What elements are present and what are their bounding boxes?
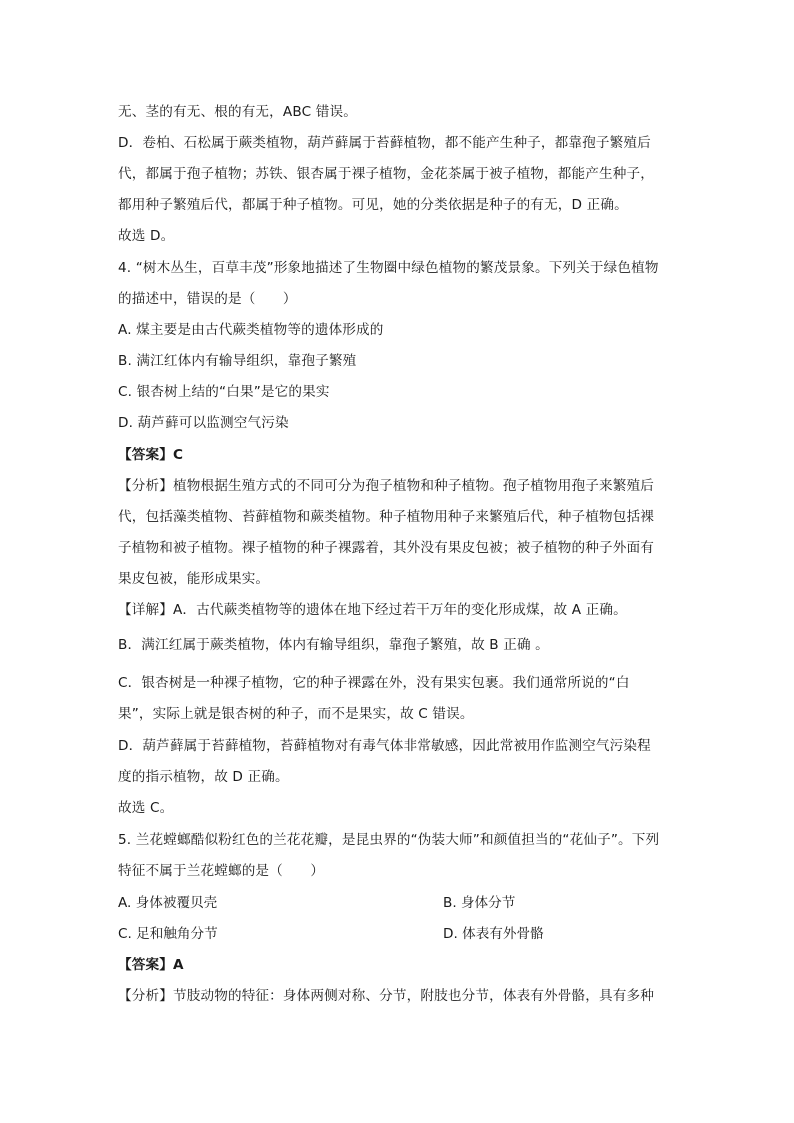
q5-option-c: C. 足和触角分节 bbox=[118, 926, 218, 942]
answer-label: 【答案】A bbox=[118, 957, 184, 973]
text-line: 代，都属于孢子植物；苏铁、银杏属于裸子植物，金花茶属于被子植物，都能产生种子， bbox=[118, 166, 655, 182]
q5-option-a: A. 身体被覆贝壳 bbox=[118, 895, 218, 911]
option-c: C. 银杏树上结的“白果”是它的果实 bbox=[118, 384, 330, 400]
answer-label: 【答案】C bbox=[118, 447, 184, 463]
option-d: D. 葫芦藓可以监测空气污染 bbox=[118, 415, 289, 431]
text-line: D．卷柏、石松属于蕨类植物，葫芦藓属于苔藓植物，都不能产生种子，都靠孢子繁殖后 bbox=[118, 135, 651, 151]
question-4-stem: 4. “树木丛生，百草丰茂”形象地描述了生物圈中绿色植物的繁茂景象。下列关于绿色植物 bbox=[118, 260, 659, 276]
option-a: A. 煤主要是由古代蕨类植物等的遗体形成的 bbox=[118, 322, 384, 338]
q5-option-b: B. 身体分节 bbox=[443, 895, 516, 911]
detail-line: C．银杏树是一种裸子植物，它的种子裸露在外，没有果实包裹。我们通常所说的“白 bbox=[118, 675, 630, 691]
detail-line: 果”，实际上就是银杏树的种子，而不是果实，故 C 错误。 bbox=[118, 706, 474, 722]
analysis-line: 【分析】节肢动物的特征：身体两侧对称、分节，附肢也分节，体表有外骨骼，具有多种 bbox=[118, 988, 655, 1004]
detail-line: 度的指示植物，故 D 正确。 bbox=[118, 769, 289, 785]
question-4-stem: 的描述中，错误的是（ ） bbox=[118, 291, 297, 307]
detail-line: 故选 C。 bbox=[118, 800, 174, 816]
text-line: 故选 D。 bbox=[118, 228, 175, 244]
detail-line: B．满江红属于蕨类植物，体内有输导组织，靠孢子繁殖，故 B 正确 。 bbox=[118, 637, 549, 653]
analysis-line: 【分析】植物根据生殖方式的不同可分为孢子植物和种子植物。孢子植物用孢子来繁殖后 bbox=[118, 478, 655, 494]
analysis-line: 代，包括藻类植物、苔藓植物和蕨类植物。种子植物用种子来繁殖后代，种子植物包括裸 bbox=[118, 509, 655, 525]
text-line: 都用种子繁殖后代，都属于种子植物。可见，她的分类依据是种子的有无，D 正确。 bbox=[118, 197, 628, 213]
q5-option-d: D. 体表有外骨骼 bbox=[443, 926, 544, 942]
text-line: 无、茎的有无、根的有无，ABC 错误。 bbox=[118, 104, 357, 120]
question-5-stem: 特征不属于兰花螳螂的是（ ） bbox=[118, 863, 325, 879]
analysis-line: 果皮包被，能形成果实。 bbox=[118, 571, 270, 587]
question-5-stem: 5. 兰花螳螂酷似粉红色的兰花花瓣，是昆虫界的“伪装大师”和颜值担当的“花仙子”。下列 bbox=[118, 832, 660, 848]
detail-line: D．葫芦藓属于苔藓植物，苔藓植物对有毒气体非常敏感，因此常被用作监测空气污染程 bbox=[118, 738, 651, 754]
detail-line: 【详解】A．古代蕨类植物等的遗体在地下经过若干万年的变化形成煤，故 A 正确。 bbox=[118, 602, 627, 618]
analysis-line: 子植物和被子植物。裸子植物的种子裸露着，其外没有果皮包被；被子植物的种子外面有 bbox=[118, 540, 655, 556]
option-b: B. 满江红体内有输导组织，靠孢子繁殖 bbox=[118, 353, 357, 369]
